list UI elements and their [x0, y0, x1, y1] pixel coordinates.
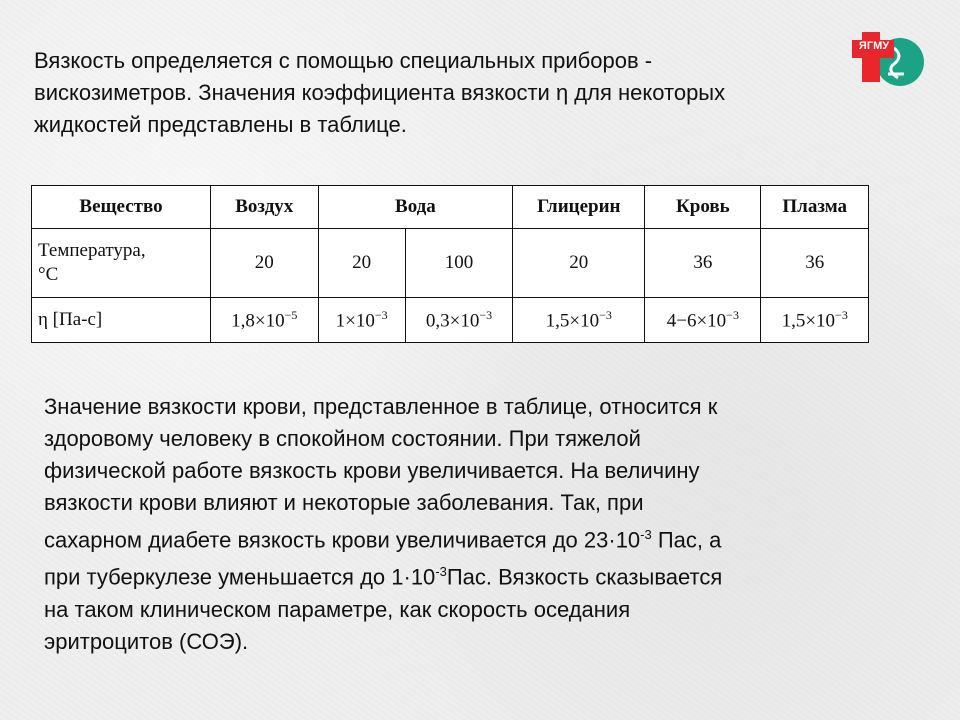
body-line: сахарном диабете вязкость крови увеличивается до 23·10	[44, 527, 641, 553]
intro-paragraph	[34, 45, 884, 141]
viscosity-exponent: −5	[284, 307, 298, 322]
viscosity-cell	[761, 298, 869, 343]
viscosity-label: η [Па-с]	[32, 298, 211, 343]
intro-line: вискозиметров. Значения коэффициента вязкости η для некоторых	[34, 80, 726, 105]
temperature-cell: 36	[645, 229, 761, 298]
viscosity-cell	[645, 298, 761, 343]
body-line: на таком клиническом параметре, как скорость оседания	[44, 596, 631, 622]
header-water: Вода	[318, 186, 513, 229]
header-air: Воздух	[211, 186, 319, 229]
body-line: вязкости крови влияют и некоторые заболевания. Так, при	[44, 490, 644, 515]
viscosity-mantissa: 1×10	[335, 310, 375, 332]
temperature-label	[32, 229, 211, 298]
viscosity-mantissa: 4−6×10	[666, 310, 727, 332]
table-row-temperature	[32, 229, 869, 298]
body-line: Пас, а	[651, 527, 722, 553]
temperature-label-line1: Температура,	[38, 240, 146, 261]
viscosity-exponent: −3	[835, 307, 848, 322]
header-plasma: Плазма	[761, 186, 869, 229]
temperature-label-line2: °С	[38, 264, 59, 285]
table-header-row	[32, 186, 869, 229]
viscosity-cell	[318, 298, 405, 343]
temperature-cell: 36	[761, 229, 869, 298]
viscosity-cell	[211, 298, 319, 343]
viscosity-exponent: −3	[374, 307, 388, 322]
body-line: эритроцитов (СОЭ).	[44, 628, 249, 654]
body-line: при туберкулезе уменьшается до 1·10	[44, 564, 436, 590]
table-row-viscosity	[32, 298, 869, 343]
viscosity-exponent: −3	[479, 307, 493, 322]
viscosity-mantissa: 1,8×10	[231, 310, 285, 332]
body-paragraph	[44, 391, 894, 658]
university-logo	[850, 30, 926, 90]
header-blood: Кровь	[645, 186, 761, 229]
body-superscript: -3	[435, 564, 447, 580]
viscosity-mantissa: 0,3×10	[425, 310, 480, 332]
body-line: Значение вязкости крови, представленное в таблице, относится к	[44, 394, 718, 419]
intro-line: жидкостей представлены в таблице.	[34, 112, 407, 137]
viscosity-exponent: −3	[599, 307, 612, 322]
body-superscript: -3	[640, 527, 652, 542]
logo-text: ЯГМУ	[858, 40, 890, 52]
body-line: Пас. Вязкость сказывается	[446, 564, 723, 590]
header-glycerin: Глицерин	[513, 186, 645, 229]
viscosity-cell	[513, 298, 645, 343]
temperature-cell: 20	[513, 229, 645, 298]
temperature-cell: 20	[318, 229, 405, 298]
body-line: физической работе вязкость крови увеличивается. На величину	[44, 458, 700, 483]
viscosity-cell	[405, 298, 513, 343]
temperature-cell: 20	[211, 229, 319, 298]
viscosity-mantissa: 1,5×10	[781, 310, 836, 332]
viscosity-table	[31, 185, 869, 343]
header-substance: Вещество	[32, 186, 211, 229]
viscosity-exponent: −3	[726, 307, 739, 322]
body-line: здоровому человеку в спокойном состоянии. При тяжелой	[44, 426, 641, 451]
intro-line: Вязкость определяется с помощью специальных приборов -	[34, 48, 653, 73]
viscosity-mantissa: 1,5×10	[545, 310, 600, 332]
temperature-cell: 100	[405, 229, 513, 298]
